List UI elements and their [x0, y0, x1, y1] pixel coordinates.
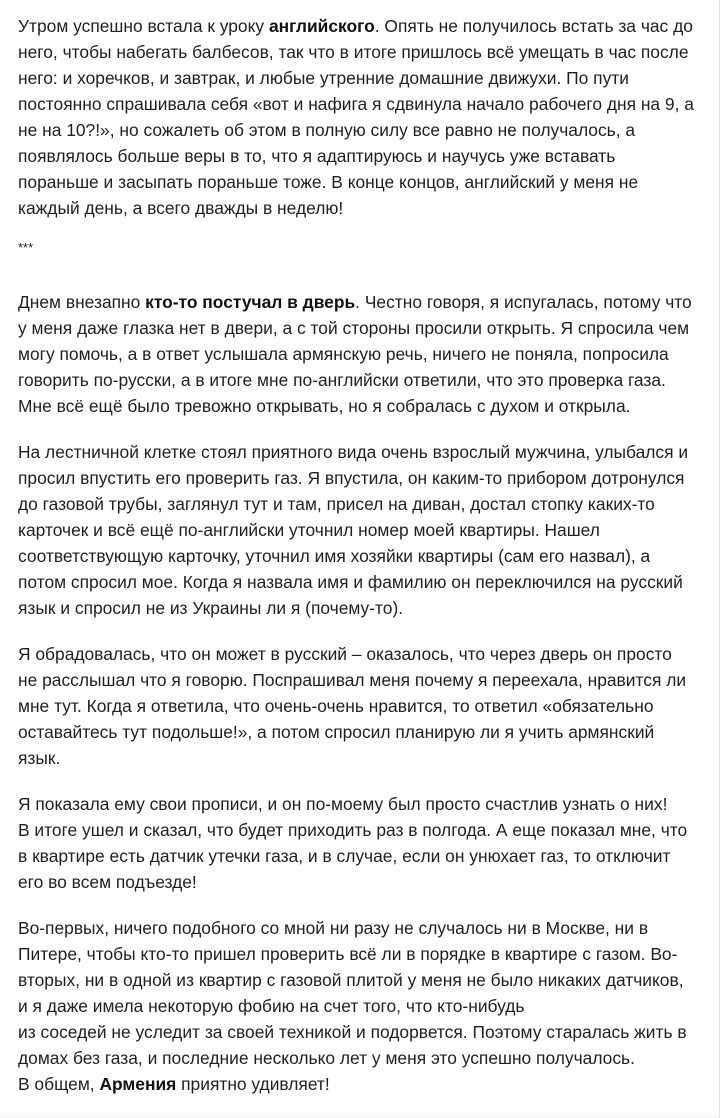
- paragraph-6-line: и я даже имела некоторую фобию на счет того, что кто-нибудь: [18, 996, 525, 1016]
- paragraph-1-line: не на 10?!», но сожалеть об этом в полную силу все равно не получалось, а: [18, 120, 636, 140]
- paragraph-3-line: потом спросил мое. Когда я назвала имя и фамилию он переключился на русский: [18, 572, 683, 592]
- paragraph-5-line: Я показала ему свои прописи, и он по-моему был просто счастлив узнать о них!: [18, 794, 668, 814]
- section-separator: ***: [18, 240, 34, 255]
- paragraph-3-line: до газовой трубы, заглянул тут и там, присел на диван, достал стопку каких-то: [18, 494, 655, 514]
- paragraph-6-line: из соседей не уследит за своей техникой и подорвется. Поэтому старалась жить в: [18, 1022, 687, 1042]
- bold-english: английского: [268, 16, 375, 36]
- paragraph-1-line: [18, 14, 693, 38]
- paragraph-3-line: карточек и всё ещё по-английски уточнил номер моей квартиры. Нашел: [18, 520, 600, 540]
- paragraph-6-line: вторых, ни в одной из квартир с газовой плитой у меня не было никаких датчиков,: [18, 970, 684, 990]
- paragraph-6-line: Питере, чтобы кто-то пришел проверить всё ли в порядке в квартире с газом. Во-: [18, 944, 678, 964]
- text-span: . Честно говоря, я испугалась, потому что: [355, 292, 692, 312]
- paragraph-5-line: В итоге ушел и сказал, что будет приходить раз в полгода. А еще показал мне, что: [18, 820, 688, 840]
- paragraph-2-line: у меня даже глазка нет в двери, а с той стороны просили открыть. Я спросила чем: [18, 318, 690, 338]
- text-span: приятно удивляет!: [176, 1074, 330, 1094]
- text-span: Утром успешно встала к уроку: [18, 16, 269, 36]
- paragraph-5-line: его во всем подъезде!: [18, 872, 197, 892]
- paragraph-3-line: соответствующую карточку, уточнил имя хозяйки квартиры (сам его назвал), а: [18, 546, 651, 566]
- text-span: В общем,: [18, 1074, 100, 1094]
- paragraph-1-line: появлялось больше веры в то, что я адаптируюсь и научусь уже вставать: [18, 146, 616, 166]
- paragraph-1-line: него: и хоречков, и завтрак, и любые утренние домашние движухи. По пути: [18, 68, 629, 88]
- paragraph-1-line: него, чтобы набегать балбесов, так что в итоге пришлось всё умещать в час после: [18, 42, 689, 62]
- paragraph-4-line: мне тут. Когда я ответила, что очень-очень нравится, то ответил «обязательно: [18, 696, 654, 716]
- paragraph-6-line: домах без газа, и последние несколько лет у меня это успешно получалось.: [18, 1048, 635, 1068]
- text-span: Днем внезапно: [18, 292, 146, 312]
- paragraph-6-line: Во-первых, ничего подобного со мной ни разу не случалось ни в Москве, ни в: [18, 918, 649, 938]
- bottom-edge: [0, 1112, 719, 1118]
- paragraph-2-line: Мне всё ещё было тревожно открывать, но я собралась с духом и открыла.: [18, 396, 631, 416]
- paragraph-6-line: [18, 1072, 330, 1096]
- paragraph-3-line: На лестничной клетке стоял приятного вида очень взрослый мужчина, улыбался и: [18, 442, 689, 462]
- paragraph-4-line: не расслышал что я говорю. Поспрашивал меня почему я переехала, нравится ли: [18, 670, 687, 690]
- paragraph-2-line: [18, 290, 692, 314]
- bold-armenia: Армения: [99, 1074, 177, 1094]
- paragraph-2-line: могу помочь, а в ответ услышала армянскую речь, ничего не поняла, попросила: [18, 344, 669, 364]
- paragraph-3-line: язык и спросил не из Украины ли я (почему-то).: [18, 598, 404, 618]
- paragraph-4-line: оставайтесь тут подольше!», а потом спросил планирую ли я учить армянский: [18, 722, 655, 742]
- paragraph-1-line: пораньше и засыпать пораньше тоже. В конце концов, английский у меня не: [18, 172, 639, 192]
- text-span: . Опять не получилось встать за час до: [374, 16, 693, 36]
- paragraph-5-line: в квартире есть датчик утечки газа, и в случае, если он унюхает газ, то отключит: [18, 846, 671, 866]
- paragraph-4-line: Я обрадовалась, что он может в русский – оказалось, что через дверь он просто: [18, 644, 672, 664]
- paragraph-1-line: постоянно спрашивала себя «вот и нафига я сдвинула начало рабочего дня на 9, а: [18, 94, 694, 114]
- paragraph-3-line: просил впустить его проверить газ. Я впустила, он каким-то прибором дотронулся: [18, 468, 685, 488]
- bold-knock: кто-то постучал в дверь: [145, 292, 356, 312]
- paragraph-4-line: язык.: [18, 748, 61, 768]
- paragraph-1-line: каждый день, а всего дважды в неделю!: [18, 198, 344, 218]
- paragraph-2-line: говорить по-русски, а в итоге мне по-английски ответили, что это проверка газа.: [18, 370, 666, 390]
